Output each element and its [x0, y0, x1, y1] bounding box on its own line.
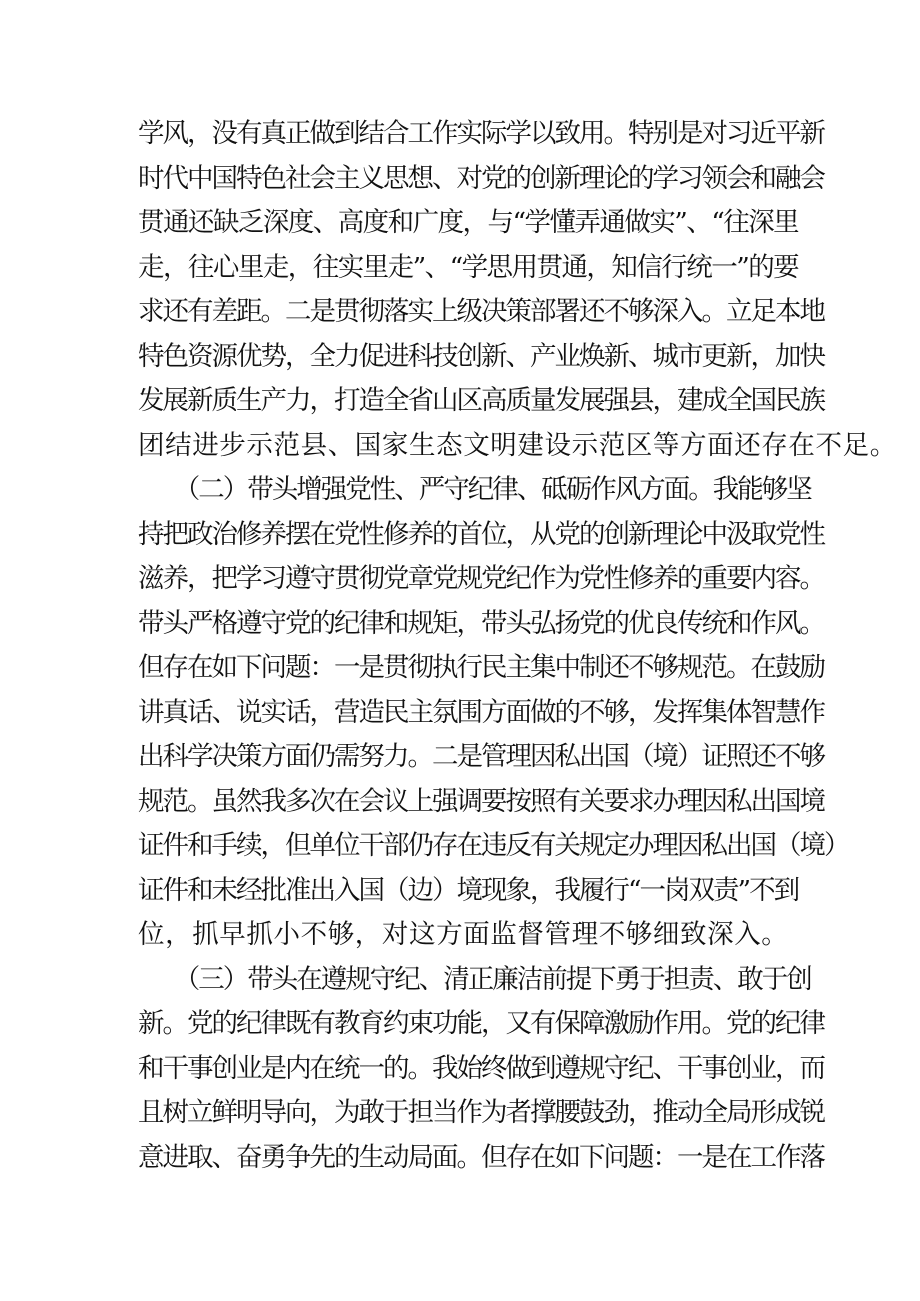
- text-line: 带头严格遵守党的纪律和规矩，带头弘扬党的优良传统和作风。: [138, 607, 824, 639]
- text-line: 新。党的纪律既有教育约束功能，又有保障激励作用。党的纪律: [138, 1008, 824, 1039]
- text-line: 走，往心里走，往实里走”、“学思用贯通，知信行统一”的要: [138, 251, 799, 283]
- text-line: 但存在如下问题：一是贯彻执行民主集中制还不够规范。在鼓励: [138, 652, 824, 683]
- text-line: 求还有差距。二是贯彻落实上级决策部署还不够深入。立足本地: [138, 296, 824, 327]
- text-line: 证件和手续，但单位干部仍存在违反有关规定办理因私出国（境）: [138, 830, 849, 861]
- text-line: 证件和未经批准出入国（边）境现象，我履行“一岗双责”不到: [138, 874, 799, 906]
- text-line: 意进取、奋勇争先的生动局面。但存在如下问题：一是在工作落: [138, 1141, 824, 1173]
- text-line: 出科学决策方面仍需努力。二是管理因私出国（境）证照还不够: [138, 741, 824, 772]
- text-line: 贯通还缺乏深度、高度和广度，与“学懂弄通做实”、“往深里: [138, 207, 799, 238]
- document-body: [138, 112, 897, 1180]
- text-line: 规范。虽然我多次在会议上强调要按照有关要求办理因私出国境: [138, 785, 824, 817]
- section-heading-line: （二）带头增强党性、严守纪律、砥砺作风方面。我能够坚: [138, 474, 811, 505]
- text-line: 发展新质生产力，打造全省山区高质量发展强县，建成全国民族: [138, 385, 824, 416]
- text-line: 时代中国特色社会主义思想、对党的创新理论的学习领会和融会: [138, 162, 824, 194]
- section-heading-line: （三）带头在遵规守纪、清正廉洁前提下勇于担责、敢于创: [138, 963, 811, 995]
- text-line: 团结进步示范县、国家生态文明建设示范区等方面还存在不足。: [138, 429, 897, 461]
- text-line: 讲真话、说实话，营造民主氛围方面做的不够，发挥集体智慧作: [138, 696, 824, 728]
- text-line: 持把政治修养摆在党性修养的首位，从党的创新理论中汲取党性: [138, 518, 824, 550]
- text-line: 位，抓早抓小不够，对这方面监督管理不够细致深入。: [138, 919, 789, 950]
- text-line: 滋养，把学习遵守贯彻党章党规党纪作为党性修养的重要内容。: [138, 563, 824, 594]
- text-line: 学风，没有真正做到结合工作实际学以致用。特别是对习近平新: [138, 118, 824, 149]
- text-line: 特色资源优势，全力促进科技创新、产业焕新、城市更新，加快: [138, 340, 824, 372]
- text-line: 且树立鲜明导向，为敢于担当作为者撑腰鼓劲，推动全局形成锐: [138, 1097, 824, 1128]
- text-line: 和干事创业是内在统一的。我始终做到遵规守纪、干事创业，而: [138, 1052, 824, 1084]
